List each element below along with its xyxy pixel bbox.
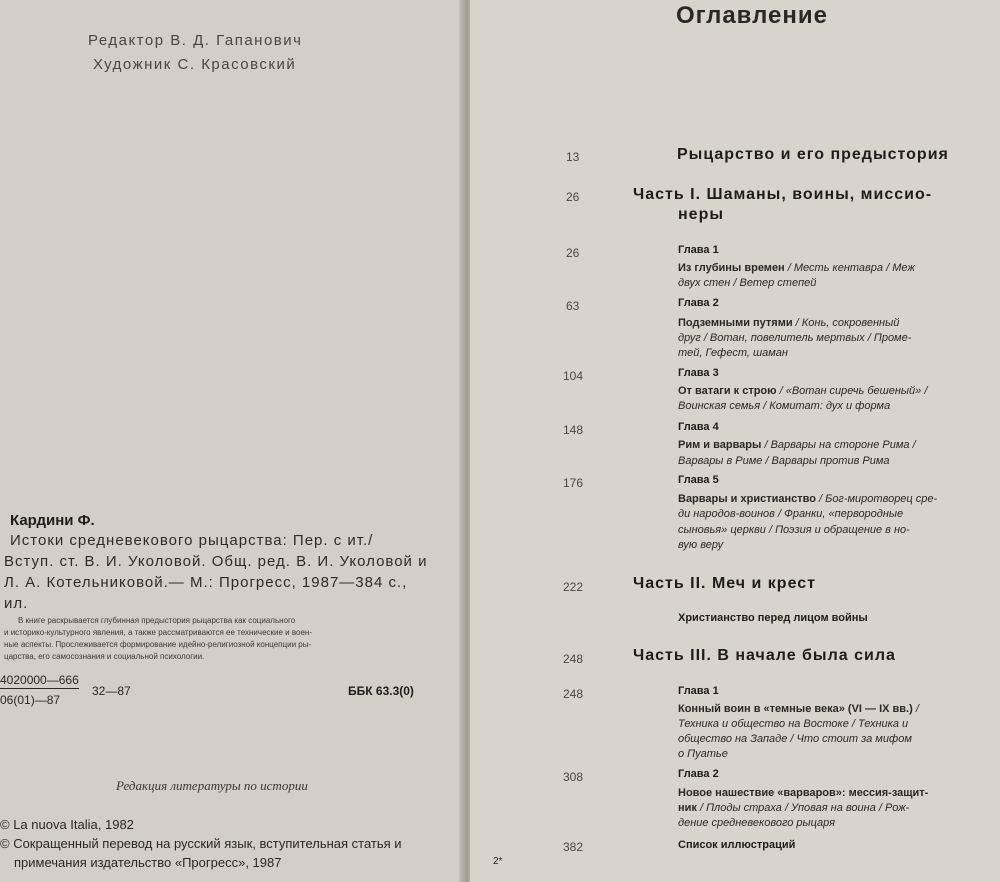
abstract-line: царства, его самосознания и социальной психологии. — [4, 652, 205, 661]
toc-page-number: 104 — [563, 369, 584, 383]
page-title: Оглавление — [676, 2, 828, 29]
toc-page-number: 13 — [566, 150, 580, 164]
toc-chapter-line: ди народов-воинов / Франки, «первородные — [678, 508, 904, 520]
toc-chapter-line: Воинская семья / Комитат: дух и форма — [678, 400, 891, 412]
copyright-line: примечания издательство «Прогресс», 1987 — [14, 855, 282, 870]
copyright-line: © Сокращенный перевод на русский язык, вступительная статья и — [0, 836, 402, 851]
toc-chapter-line: тей, Гефест, шаман — [678, 347, 788, 359]
editorial-note: Редакция литературы по истории — [116, 778, 308, 793]
toc-chapter-line: сыновья» церкви / Поэзия и обращение в но- — [678, 524, 910, 536]
toc-chapter-line: друг / Вотан, повелитель мертвых / Проме- — [678, 332, 912, 344]
catalog-line: Истоки средневекового рыцарства: Пер. с ит./ — [10, 532, 374, 549]
artist-credit: Художник С. Красовский — [93, 56, 297, 73]
toc-chapter-line: Подземными путями / Конь, сокровенный — [678, 317, 900, 329]
toc-chapter-line: вую веру — [678, 539, 724, 551]
toc-page-number: 222 — [563, 580, 584, 594]
catalog-code-top: 4020000—666 — [0, 673, 79, 687]
toc-part-title: Часть III. В начале была сила — [633, 647, 896, 664]
copyright-line: © La nuova Italia, 1982 — [0, 817, 134, 832]
toc-chapter-line: Варвары в Риме / Варвары против Рима — [678, 455, 890, 467]
toc-page-number: 148 — [563, 423, 584, 437]
catalog-line: ил. — [4, 595, 29, 612]
toc-chapter-label: Глава 2 — [678, 768, 719, 780]
abstract-line: В книге раскрывается глубинная предыстория рыцарства как социального — [18, 616, 296, 625]
toc-chapter-line: о Пуатье — [678, 748, 728, 760]
toc-chapter-line: общество на Западе / Что стоит за мифом — [678, 733, 912, 745]
catalog-code-mid: 32—87 — [92, 684, 131, 698]
toc-chapter-line: Новое нашествие «варваров»: мессия-защит- — [678, 787, 929, 799]
toc-page-number: 63 — [566, 299, 580, 313]
bbk-code: ББК 63.3(0) — [348, 684, 414, 698]
toc-chapter-label: Глава 4 — [678, 421, 719, 433]
toc-chapter-line: Варвары и христианство / Бог-миротворец сре- — [678, 493, 938, 505]
toc-plain-entry: Список иллюстраций — [678, 839, 796, 851]
toc-chapter-label: Глава 2 — [678, 297, 719, 309]
toc-part-title: неры — [678, 206, 724, 223]
toc-chapter-line: От ватаги к строю / «Вотан сиречь бешеный» / — [678, 385, 928, 397]
catalog-author: Кардини Ф. — [10, 512, 95, 529]
left-page — [0, 0, 466, 882]
toc-page-number: 176 — [563, 476, 584, 490]
toc-chapter-label: Глава 1 — [678, 244, 719, 256]
toc-chapter-label: Глава 3 — [678, 367, 719, 379]
toc-chapter-line: Из глубины времен / Месть кентавра / Меж — [678, 262, 915, 274]
toc-page-number: 248 — [563, 687, 584, 701]
signature-mark: 2* — [493, 856, 503, 867]
catalog-code-bottom: 06(01)—87 — [0, 693, 61, 707]
editor-credit: Редактор В. Д. Гапанович — [88, 32, 303, 49]
catalog-line: Вступ. ст. В. И. Уколовой. Общ. ред. В. И. Уколовой и — [4, 553, 428, 570]
right-page — [470, 0, 1000, 882]
toc-page-number: 26 — [566, 190, 580, 204]
toc-page-number: 308 — [563, 770, 584, 784]
toc-page-number: 26 — [566, 246, 580, 260]
toc-chapter-line: двух стен / Ветер степей — [678, 277, 817, 289]
catalog-line: Л. А. Котельниковой.— М.: Прогресс, 1987—384 с., — [4, 574, 408, 591]
toc-part-title: Часть I. Шаманы, воины, миссио- — [633, 186, 933, 203]
toc-chapter-line: Техника и общество на Востоке / Техника и — [678, 718, 909, 730]
toc-chapter-line: Конный воин в «темные века» (VI — IX вв.) / — [678, 703, 919, 715]
abstract-line: ные аспекты. Прослеживается формирование идейно-религиозной концепции ры- — [4, 640, 312, 649]
toc-chapter-label: Глава 1 — [678, 685, 719, 697]
toc-chapter-line: ник / Плоды страха / Уповая на воина / Рож- — [678, 802, 910, 814]
toc-chapter-line: дение средневекового рыцаря — [678, 817, 836, 829]
abstract-line: и историко-культурного явления, а также рассматриваются ее технические и воен- — [4, 628, 312, 637]
toc-page-number: 382 — [563, 840, 584, 854]
toc-chapter-line: Рим и варвары / Варвары на стороне Рима / — [678, 439, 916, 451]
toc-chapter-label: Глава 5 — [678, 474, 719, 486]
toc-plain-entry: Христианство перед лицом войны — [678, 612, 868, 624]
toc-part-title: Рыцарство и его предыстория — [677, 146, 949, 163]
toc-part-title: Часть II. Меч и крест — [633, 575, 816, 592]
toc-page-number: 248 — [563, 652, 584, 666]
